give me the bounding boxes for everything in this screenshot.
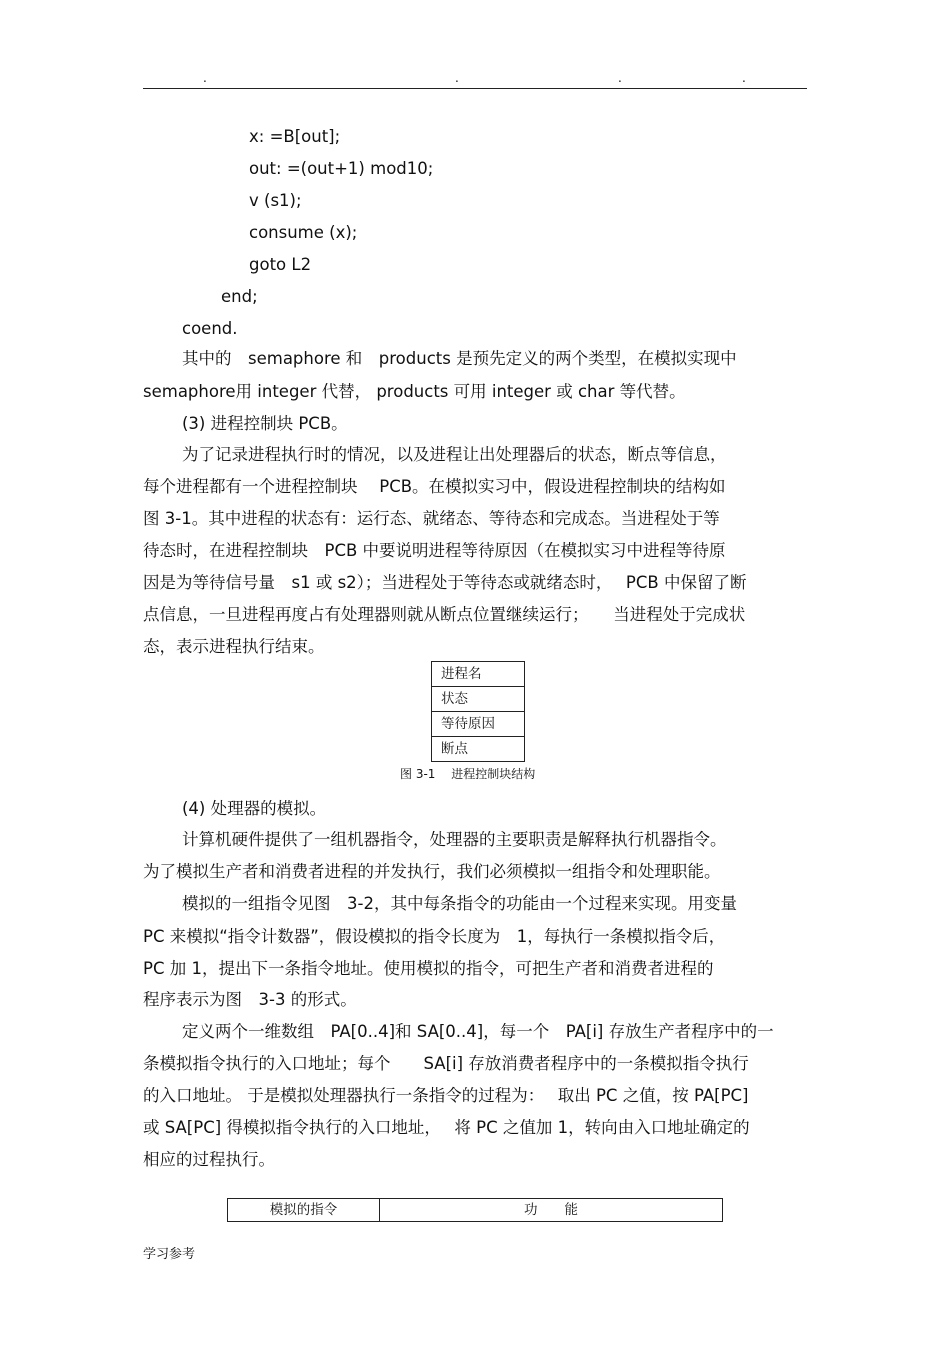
- code-line: coend.: [182, 319, 238, 338]
- paragraph-line: 模拟的一组指令见图 3-2，其中每条指令的功能由一个过程来实现。用变量: [182, 894, 737, 913]
- paragraph-line: 相应的过程执行。: [143, 1150, 275, 1169]
- header-dot: .: [455, 71, 459, 85]
- section-heading: (3) 进程控制块 PCB。: [182, 414, 348, 433]
- code-line: x: =B[out];: [249, 127, 341, 146]
- paragraph-line: 其中的 semaphore 和 products 是预先定义的两个类型，在模拟实现中: [182, 349, 737, 368]
- paragraph-line: 每个进程都有一个进程控制块 PCB。在模拟实习中，假设进程控制块的结构如: [143, 477, 726, 496]
- paragraph-line: PC 来模拟“指令计数器”，假设模拟的指令长度为 1，每执行一条模拟指令后，: [143, 927, 726, 946]
- instruction-table: [227, 1198, 723, 1222]
- header-dots: [0, 72, 950, 84]
- code-line: out: =(out+1) mod10;: [249, 159, 434, 178]
- pcb-field: 断点: [432, 737, 525, 762]
- section-heading: (4) 处理器的模拟。: [182, 799, 327, 818]
- paragraph-line: 待态时，在进程控制块 PCB 中要说明进程等待原因（在模拟实习中进程等待原: [143, 541, 726, 560]
- code-line: v (s1);: [249, 191, 302, 210]
- paragraph-line: PC 加 1，提出下一条指令地址。使用模拟的指令，可把生产者和消费者进程的: [143, 959, 714, 978]
- header-rule: [143, 88, 807, 89]
- paragraph-line: 计算机硬件提供了一组机器指令，处理器的主要职责是解释执行机器指令。: [182, 830, 727, 849]
- paragraph-line: 定义两个一维数组 PA[0..4]和 SA[0..4]，每一个 PA[i] 存放生产者程序中的一: [182, 1022, 774, 1041]
- function-header: 功 能: [380, 1199, 723, 1222]
- figure-caption: 图 3-1 进程控制块结构: [400, 767, 536, 781]
- paragraph-line: 图 3-1。其中进程的状态有：运行态、就绪态、等待态和完成态。当进程处于等: [143, 509, 720, 528]
- pcb-field: 进程名: [432, 662, 525, 687]
- page-footer: 学习参考: [143, 1247, 196, 1262]
- paragraph-line: 因是为等待信号量 s1 或 s2）；当进程处于等待态或就绪态时， PCB 中保留了断: [143, 573, 747, 592]
- instruction-header: 模拟的指令: [228, 1199, 380, 1222]
- header-dot: .: [203, 71, 207, 85]
- paragraph-line: 点信息，一旦进程再度占有处理器则就从断点位置继续运行； 当进程处于完成状: [143, 605, 746, 624]
- paragraph-line: 的入口地址。 于是模拟处理器执行一条指令的过程为： 取出 PC 之值，按 PA[PC]: [143, 1086, 749, 1105]
- header-dot: .: [618, 71, 622, 85]
- header-dot: .: [742, 71, 746, 85]
- paragraph-line: 或 SA[PC] 得模拟指令执行的入口地址， 将 PC 之值加 1，转向由入口地址确定的: [143, 1118, 750, 1137]
- paragraph-line: 为了模拟生产者和消费者进程的并发执行，我们必须模拟一组指令和处理职能。: [143, 862, 721, 881]
- paragraph-line: semaphore用 integer 代替， products 可用 integer 或 char 等代替。: [143, 382, 686, 401]
- pcb-field: 状态: [432, 687, 525, 712]
- paragraph-line: 为了记录进程执行时的情况，以及进程让出处理器后的状态，断点等信息，: [182, 445, 727, 464]
- paragraph-line: 程序表示为图 3-3 的形式。: [143, 990, 357, 1009]
- code-line: end;: [221, 287, 258, 306]
- pcb-structure-table: [431, 661, 525, 762]
- code-line: goto L2: [249, 255, 312, 274]
- pcb-field: 等待原因: [432, 712, 525, 737]
- code-line: consume (x);: [249, 223, 358, 242]
- paragraph-line: 条模拟指令执行的入口地址；每个 SA[i] 存放消费者程序中的一条模拟指令执行: [143, 1054, 749, 1073]
- paragraph-line: 态，表示进程执行结束。: [143, 637, 325, 656]
